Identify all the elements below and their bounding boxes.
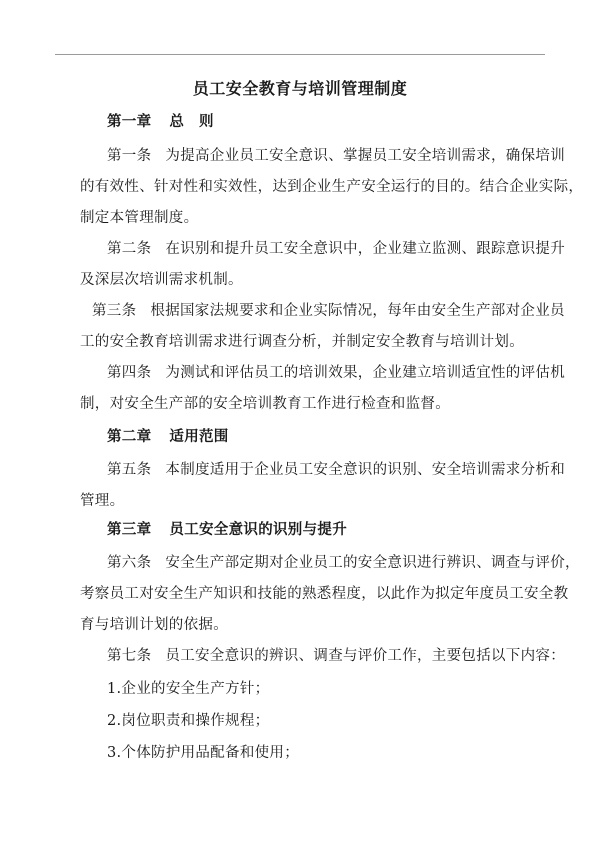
article-label: 第一条 <box>107 148 152 164</box>
article-label: 第六条 <box>107 555 152 571</box>
article-2-line-1: 第二条 在识别和提升员工安全意识中，企业建立监测、跟踪意识提升 <box>107 241 566 257</box>
article-label: 第五条 <box>107 462 152 478</box>
list-item: 3.个体防护用品配备和使用； <box>107 745 300 761</box>
list-item: 2.岗位职责和操作规程； <box>107 713 270 729</box>
chapter-1-heading <box>107 110 214 131</box>
document-title: 员工安全教育与培训管理制度 <box>192 79 408 98</box>
article-6-line-2: 考察员工对安全生产知识和技能的熟悉程度，以此作为拟定年度员工安全教 <box>80 586 569 602</box>
article-1-line-3: 制定本管理制度。 <box>80 210 199 226</box>
header-rule <box>55 54 545 55</box>
article-4-line-2: 制，对安全生产部的安全培训教育工作进行检查和监督。 <box>80 396 450 412</box>
article-6-line-3: 育与培训计划的依据。 <box>80 617 228 633</box>
chapter-name: 总 则 <box>169 113 214 130</box>
chapter-2-heading <box>107 425 229 446</box>
chapter-name: 适用范围 <box>169 428 229 445</box>
chapter-name: 员工安全意识的识别与提升 <box>169 521 348 538</box>
chapter-label: 第一章 <box>107 113 152 130</box>
chapter-label: 第三章 <box>107 521 152 538</box>
article-label: 第七条 <box>107 648 152 664</box>
article-6-line-1: 第六条 安全生产部定期对企业员工的安全意识进行辨识、调查与评价， <box>107 555 580 571</box>
article-7-line-1: 第七条 员工安全意识的辨识、调查与评价工作，主要包括以下内容： <box>107 648 566 664</box>
article-label: 第四条 <box>107 365 152 381</box>
article-2-line-2: 及深层次培训需求机制。 <box>80 272 243 288</box>
article-1-line-2: 的有效性、针对性和实效性，达到企业生产安全运行的目的。结合企业实际， <box>80 179 584 195</box>
article-5-line-1: 第五条 本制度适用于企业员工安全意识的识别、安全培训需求分析和 <box>107 462 566 478</box>
list-item: 1.企业的安全生产方针； <box>107 681 270 697</box>
article-3-line-1: 第三条 根据国家法规要求和企业实际情况，每年由安全生产部对企业员 <box>92 303 565 319</box>
article-4-line-1: 第四条 为测试和评估员工的培训效果，企业建立培训适宜性的评估机 <box>107 365 566 381</box>
chapter-3-heading <box>107 518 347 539</box>
article-1-line-1: 第一条 为提高企业员工安全意识、掌握员工安全培训需求，确保培训 <box>107 148 566 164</box>
article-label: 第二条 <box>107 241 152 257</box>
article-label: 第三条 <box>92 303 137 319</box>
chapter-label: 第二章 <box>107 428 152 445</box>
article-5-line-2: 管理。 <box>80 493 125 509</box>
article-3-line-2: 工的安全教育培训需求进行调查分析，并制定安全教育与培训计划。 <box>80 334 524 350</box>
